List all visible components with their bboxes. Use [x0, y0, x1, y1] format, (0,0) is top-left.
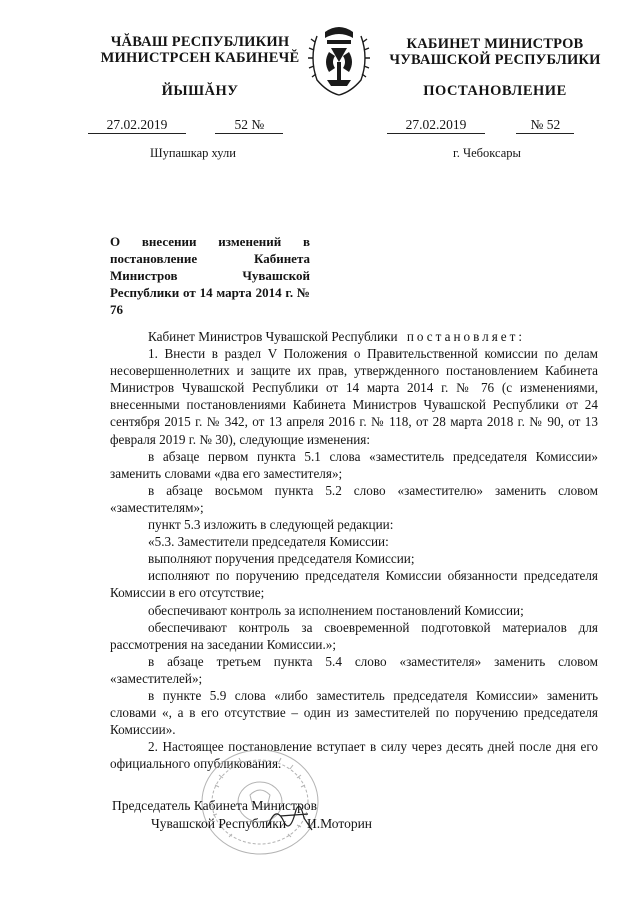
document-title: О внесении изменений в постановление Кабинета Министров Чувашской Республики от 14 марта 2014 г. № 76: [110, 234, 310, 317]
header-right-org: [380, 36, 610, 68]
body-paragraph-10: в абзаце третьем пункта 5.4 слово «заместителя» заменить словом «заместителей»;: [110, 653, 598, 686]
body-paragraph-8: обеспечивают контроль за исполнением постановлений Комиссии;: [148, 602, 524, 618]
body-paragraph-7: исполняют по поручению председателя Комиссии обязанности председателя Комиссии в его отсутствие;: [110, 568, 598, 601]
coat-of-arms-emblem: [303, 18, 375, 98]
header-left-doctype: ЙЫШĂНУ: [161, 83, 239, 99]
signature-line1: Председатель Кабинета Министров: [112, 798, 317, 813]
right-number: № 52: [516, 117, 574, 134]
left-number: 52 №: [215, 117, 283, 134]
body-paragraph-6: выполняют поручения председателя Комиссии;: [148, 551, 415, 567]
body-paragraph-2: в абзаце первом пункта 5.1 слова «заместитель председателя Комиссии» заменить словами «два его заместителя»;: [110, 448, 598, 481]
body-paragraph-9: обеспечивают контроль за своевременной подготовкой материалов для рассмотрения на заседании Комиссии.»;: [110, 619, 598, 652]
header-left-line2: МИНИСТРСЕН КАБИНЕЧĔ: [100, 50, 300, 66]
left-date-row: [88, 117, 318, 134]
header-left-line1: ЧĂВАШ РЕСПУБЛИКИН: [110, 34, 290, 50]
right-date: 27.02.2019: [387, 117, 485, 134]
left-date: 27.02.2019: [88, 117, 186, 134]
header-right-doctype: ПОСТАНОВЛЕНИЕ: [423, 83, 567, 99]
body-intro-lead: Кабинет Министров Чувашской Республики: [148, 329, 398, 344]
body-paragraph-1: 1. Внести в раздел V Положения о Правительственной комиссии по делам несовершеннолетних и защите их прав, утвержденного постановлением Кабинета Министров Чувашской Республики от 14 марта 2014 г. № 76 (с изменениями, внесенными постановлениями Кабинета Министров Чувашской Республики от 24 сентября 2015 г. № 342, от 13 апреля 2016 г. № 118, от 28 марта 2018 г. № 90, от 13 февраля 2019 г. № 30), следующие изменения:: [110, 346, 598, 447]
right-date-row: [387, 117, 617, 134]
body-intro-verb: постановляет:: [406, 329, 526, 344]
header-left-org: [85, 34, 315, 66]
document-body: [110, 328, 598, 772]
left-city: Шупашкар хули: [150, 146, 236, 160]
right-city: г. Чебоксары: [453, 146, 521, 160]
signatory-name: И.Моторин: [307, 816, 373, 831]
header-right-line1: КАБИНЕТ МИНИСТРОВ: [406, 36, 584, 52]
body-paragraph-5: «5.3. Заместители председателя Комиссии:: [148, 534, 389, 550]
body-paragraph-12: 2. Настоящее постановление вступает в силу через десять дней после дня его официального опубликования.: [110, 739, 598, 772]
body-intro: [110, 328, 598, 345]
handwritten-signature: [262, 796, 322, 836]
signature-line2: Чувашской Республики: [151, 816, 287, 831]
body-paragraph-4: пункт 5.3 изложить в следующей редакции:: [148, 517, 394, 533]
body-paragraph-11: в пункте 5.9 слова «либо заместитель председателя Комиссии» заменить словами «, а в его отсутствие – один из заместителей по поручению председателя Комиссии».: [110, 687, 598, 738]
header-right-line2: ЧУВАШСКОЙ РЕСПУБЛИКИ: [389, 52, 601, 68]
body-paragraph-3: в абзаце восьмом пункта 5.2 слово «заместителю» заменить словом «заместителям»;: [110, 482, 598, 515]
